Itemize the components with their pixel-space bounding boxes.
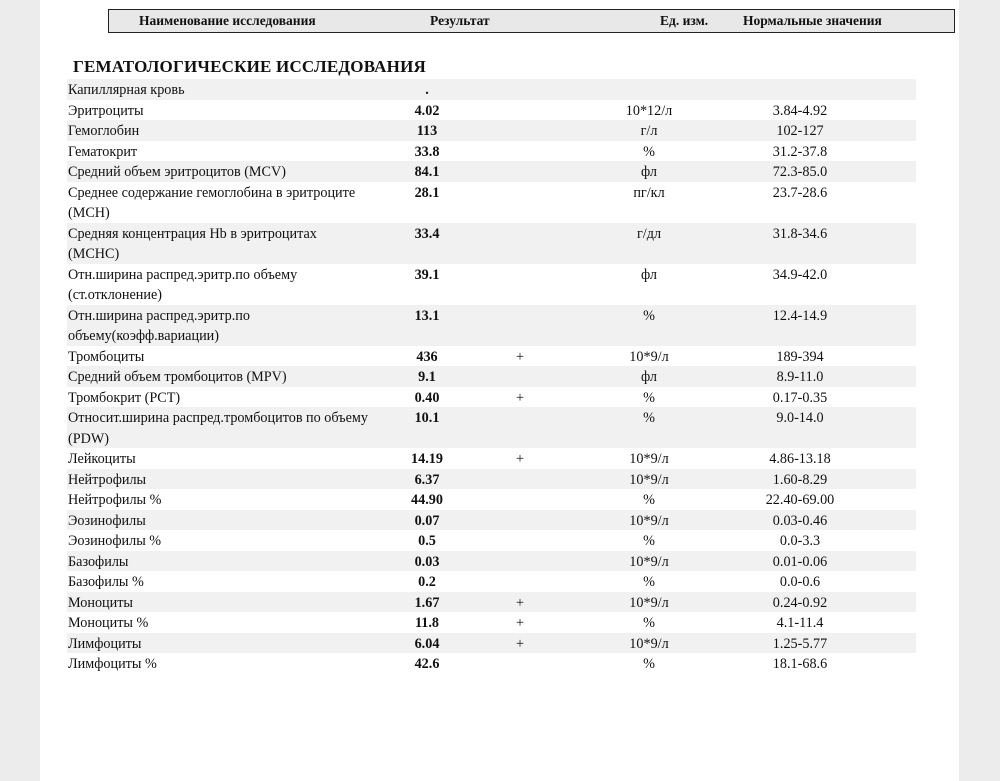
row-unit: фл bbox=[641, 369, 657, 385]
row-name: Средний объем эритроцитов (MCV) bbox=[68, 164, 286, 180]
row-unit: 10*9/л bbox=[629, 594, 669, 611]
row-norm: 31.8-34.6 bbox=[772, 225, 828, 242]
row-result: 11.8 bbox=[414, 615, 440, 631]
row-name: Капиллярная кровь bbox=[68, 82, 185, 98]
row-result: 6.04 bbox=[414, 635, 440, 652]
row-flag: + bbox=[515, 594, 524, 611]
row-unit: 10*9/л bbox=[629, 348, 669, 365]
row-name: Отн.ширина распред.эритр.по объему (ст.отклонение) bbox=[68, 266, 298, 303]
row-name: Лимфоциты % bbox=[68, 656, 157, 672]
row-result: 0.5 bbox=[418, 533, 436, 549]
row-norm: 12.4-14.9 bbox=[772, 307, 828, 324]
row-name: Моноциты bbox=[68, 594, 133, 611]
row-norm: 189-394 bbox=[776, 348, 824, 365]
row-flag: + bbox=[515, 389, 524, 406]
table-row bbox=[67, 530, 916, 551]
table-row bbox=[67, 551, 916, 572]
row-result: . bbox=[425, 82, 429, 98]
row-result: 33.8 bbox=[414, 143, 440, 160]
row-name: Базофилы % bbox=[68, 574, 144, 590]
row-unit: % bbox=[643, 533, 655, 549]
table-row bbox=[67, 469, 916, 490]
table-row bbox=[67, 612, 916, 633]
row-name: Лимфоциты bbox=[68, 635, 142, 652]
table-row bbox=[67, 182, 916, 223]
header-norm: Нормальные значения bbox=[743, 13, 882, 28]
row-unit: % bbox=[643, 143, 655, 160]
row-unit: г/л bbox=[640, 123, 658, 139]
row-unit: % bbox=[643, 492, 655, 508]
row-norm: 0.17-0.35 bbox=[772, 389, 828, 406]
row-norm: 102-127 bbox=[776, 123, 824, 139]
table-row bbox=[67, 223, 916, 264]
row-result: 14.19 bbox=[411, 451, 443, 467]
row-result: 33.4 bbox=[414, 225, 440, 242]
table-header bbox=[108, 9, 955, 33]
row-norm: 34.9-42.0 bbox=[772, 266, 828, 283]
row-norm: 1.25-5.77 bbox=[772, 635, 828, 652]
row-unit: 10*9/л bbox=[629, 471, 669, 488]
table-row bbox=[67, 633, 916, 654]
table-row bbox=[67, 346, 916, 367]
row-name: Тромбокрит (PCT) bbox=[68, 389, 181, 406]
table-row bbox=[67, 161, 916, 182]
row-result: 10.1 bbox=[414, 410, 440, 426]
table-row bbox=[67, 100, 916, 121]
row-name: Средняя концентрация Hb в эритроцитах (MCHC) bbox=[68, 225, 317, 262]
header-unit: Ед. изм. bbox=[660, 13, 709, 28]
table-row bbox=[67, 305, 916, 346]
row-unit: 10*9/л bbox=[629, 512, 669, 529]
row-unit: 10*9/л bbox=[629, 553, 669, 570]
row-name: Средний объем тромбоцитов (MPV) bbox=[68, 369, 287, 385]
row-name: Нейтрофилы % bbox=[68, 492, 162, 508]
table-row bbox=[67, 120, 916, 141]
row-flag: + bbox=[515, 348, 524, 365]
row-flag: + bbox=[515, 451, 524, 467]
row-unit: пг/кл bbox=[633, 184, 665, 201]
row-norm: 22.40-69.00 bbox=[765, 492, 835, 508]
table-row bbox=[67, 592, 916, 613]
table-row bbox=[67, 407, 916, 448]
row-name: Базофилы bbox=[68, 553, 129, 570]
row-flag: + bbox=[515, 635, 524, 652]
row-unit: % bbox=[643, 656, 655, 672]
header-result: Результат bbox=[430, 13, 490, 28]
row-result: 436 bbox=[416, 348, 438, 365]
table-row bbox=[67, 489, 916, 510]
row-result: 39.1 bbox=[414, 266, 440, 283]
row-unit: % bbox=[643, 615, 655, 631]
row-result: 0.40 bbox=[414, 389, 440, 406]
header-name: Наименование исследования bbox=[139, 13, 316, 28]
row-unit: фл bbox=[641, 164, 657, 180]
row-norm: 3.84-4.92 bbox=[772, 102, 828, 119]
row-norm: 23.7-28.6 bbox=[772, 184, 828, 201]
row-norm: 18.1-68.6 bbox=[772, 656, 828, 672]
row-norm: 72.3-85.0 bbox=[772, 164, 828, 180]
row-norm: 0.03-0.46 bbox=[772, 512, 828, 529]
row-result: 0.2 bbox=[418, 574, 436, 590]
row-norm: 4.86-13.18 bbox=[769, 451, 831, 467]
row-result: 113 bbox=[416, 123, 438, 139]
table-row bbox=[67, 653, 916, 674]
row-norm: 8.9-11.0 bbox=[776, 369, 824, 385]
results-table bbox=[67, 79, 916, 674]
row-result: 28.1 bbox=[414, 184, 440, 201]
row-unit: % bbox=[643, 574, 655, 590]
row-result: 1.67 bbox=[414, 594, 440, 611]
row-name: Отн.ширина распред.эритр.по объему(коэфф.вариации) bbox=[68, 307, 250, 344]
row-result: 9.1 bbox=[418, 369, 436, 385]
section-title: ГЕМАТОЛОГИЧЕСКИЕ ИССЛЕДОВАНИЯ bbox=[73, 57, 426, 76]
table-row bbox=[67, 366, 916, 387]
row-unit: % bbox=[643, 410, 655, 426]
row-unit: % bbox=[643, 389, 655, 406]
row-result: 13.1 bbox=[414, 307, 440, 324]
row-name: Относит.ширина распред.тромбоцитов по объему (PDW) bbox=[68, 410, 368, 447]
table-row bbox=[67, 510, 916, 531]
row-result: 42.6 bbox=[414, 656, 440, 672]
table-row bbox=[67, 387, 916, 408]
row-unit: фл bbox=[641, 266, 657, 283]
table-row bbox=[67, 141, 916, 162]
table-row bbox=[67, 264, 916, 305]
row-name: Среднее содержание гемоглобина в эритроците (MCH) bbox=[68, 184, 356, 221]
row-norm: 0.01-0.06 bbox=[772, 553, 828, 570]
row-norm: 1.60-8.29 bbox=[772, 471, 828, 488]
row-result: 0.07 bbox=[414, 512, 440, 529]
row-norm: 9.0-14.0 bbox=[776, 410, 824, 426]
row-unit: 10*12/л bbox=[625, 102, 673, 119]
row-name: Гемоглобин bbox=[68, 123, 140, 139]
row-unit: г/дл bbox=[636, 225, 662, 242]
table-row bbox=[67, 79, 916, 100]
row-name: Эозинофилы % bbox=[68, 533, 162, 549]
row-result: 0.03 bbox=[414, 553, 440, 570]
row-unit: 10*9/л bbox=[629, 635, 669, 652]
row-name: Лейкоциты bbox=[68, 451, 136, 467]
row-unit: % bbox=[643, 307, 655, 324]
row-name: Нейтрофилы bbox=[68, 471, 147, 488]
row-norm: 0.0-3.3 bbox=[779, 533, 821, 549]
row-result: 84.1 bbox=[414, 164, 440, 180]
row-norm: 0.0-0.6 bbox=[779, 574, 821, 590]
row-unit: 10*9/л bbox=[629, 451, 669, 467]
row-flag: + bbox=[515, 615, 524, 631]
row-result: 6.37 bbox=[414, 471, 440, 488]
row-name: Моноциты % bbox=[68, 615, 149, 631]
row-name: Тромбоциты bbox=[68, 348, 145, 365]
table-row bbox=[67, 448, 916, 469]
row-name: Гематокрит bbox=[68, 143, 138, 160]
row-result: 44.90 bbox=[411, 492, 443, 508]
row-result: 4.02 bbox=[414, 102, 440, 119]
row-name: Эритроциты bbox=[68, 102, 144, 119]
table-row bbox=[67, 571, 916, 592]
row-name: Эозинофилы bbox=[68, 512, 146, 529]
row-norm: 4.1-11.4 bbox=[776, 615, 824, 631]
row-norm: 31.2-37.8 bbox=[772, 143, 828, 160]
row-norm: 0.24-0.92 bbox=[772, 594, 828, 611]
